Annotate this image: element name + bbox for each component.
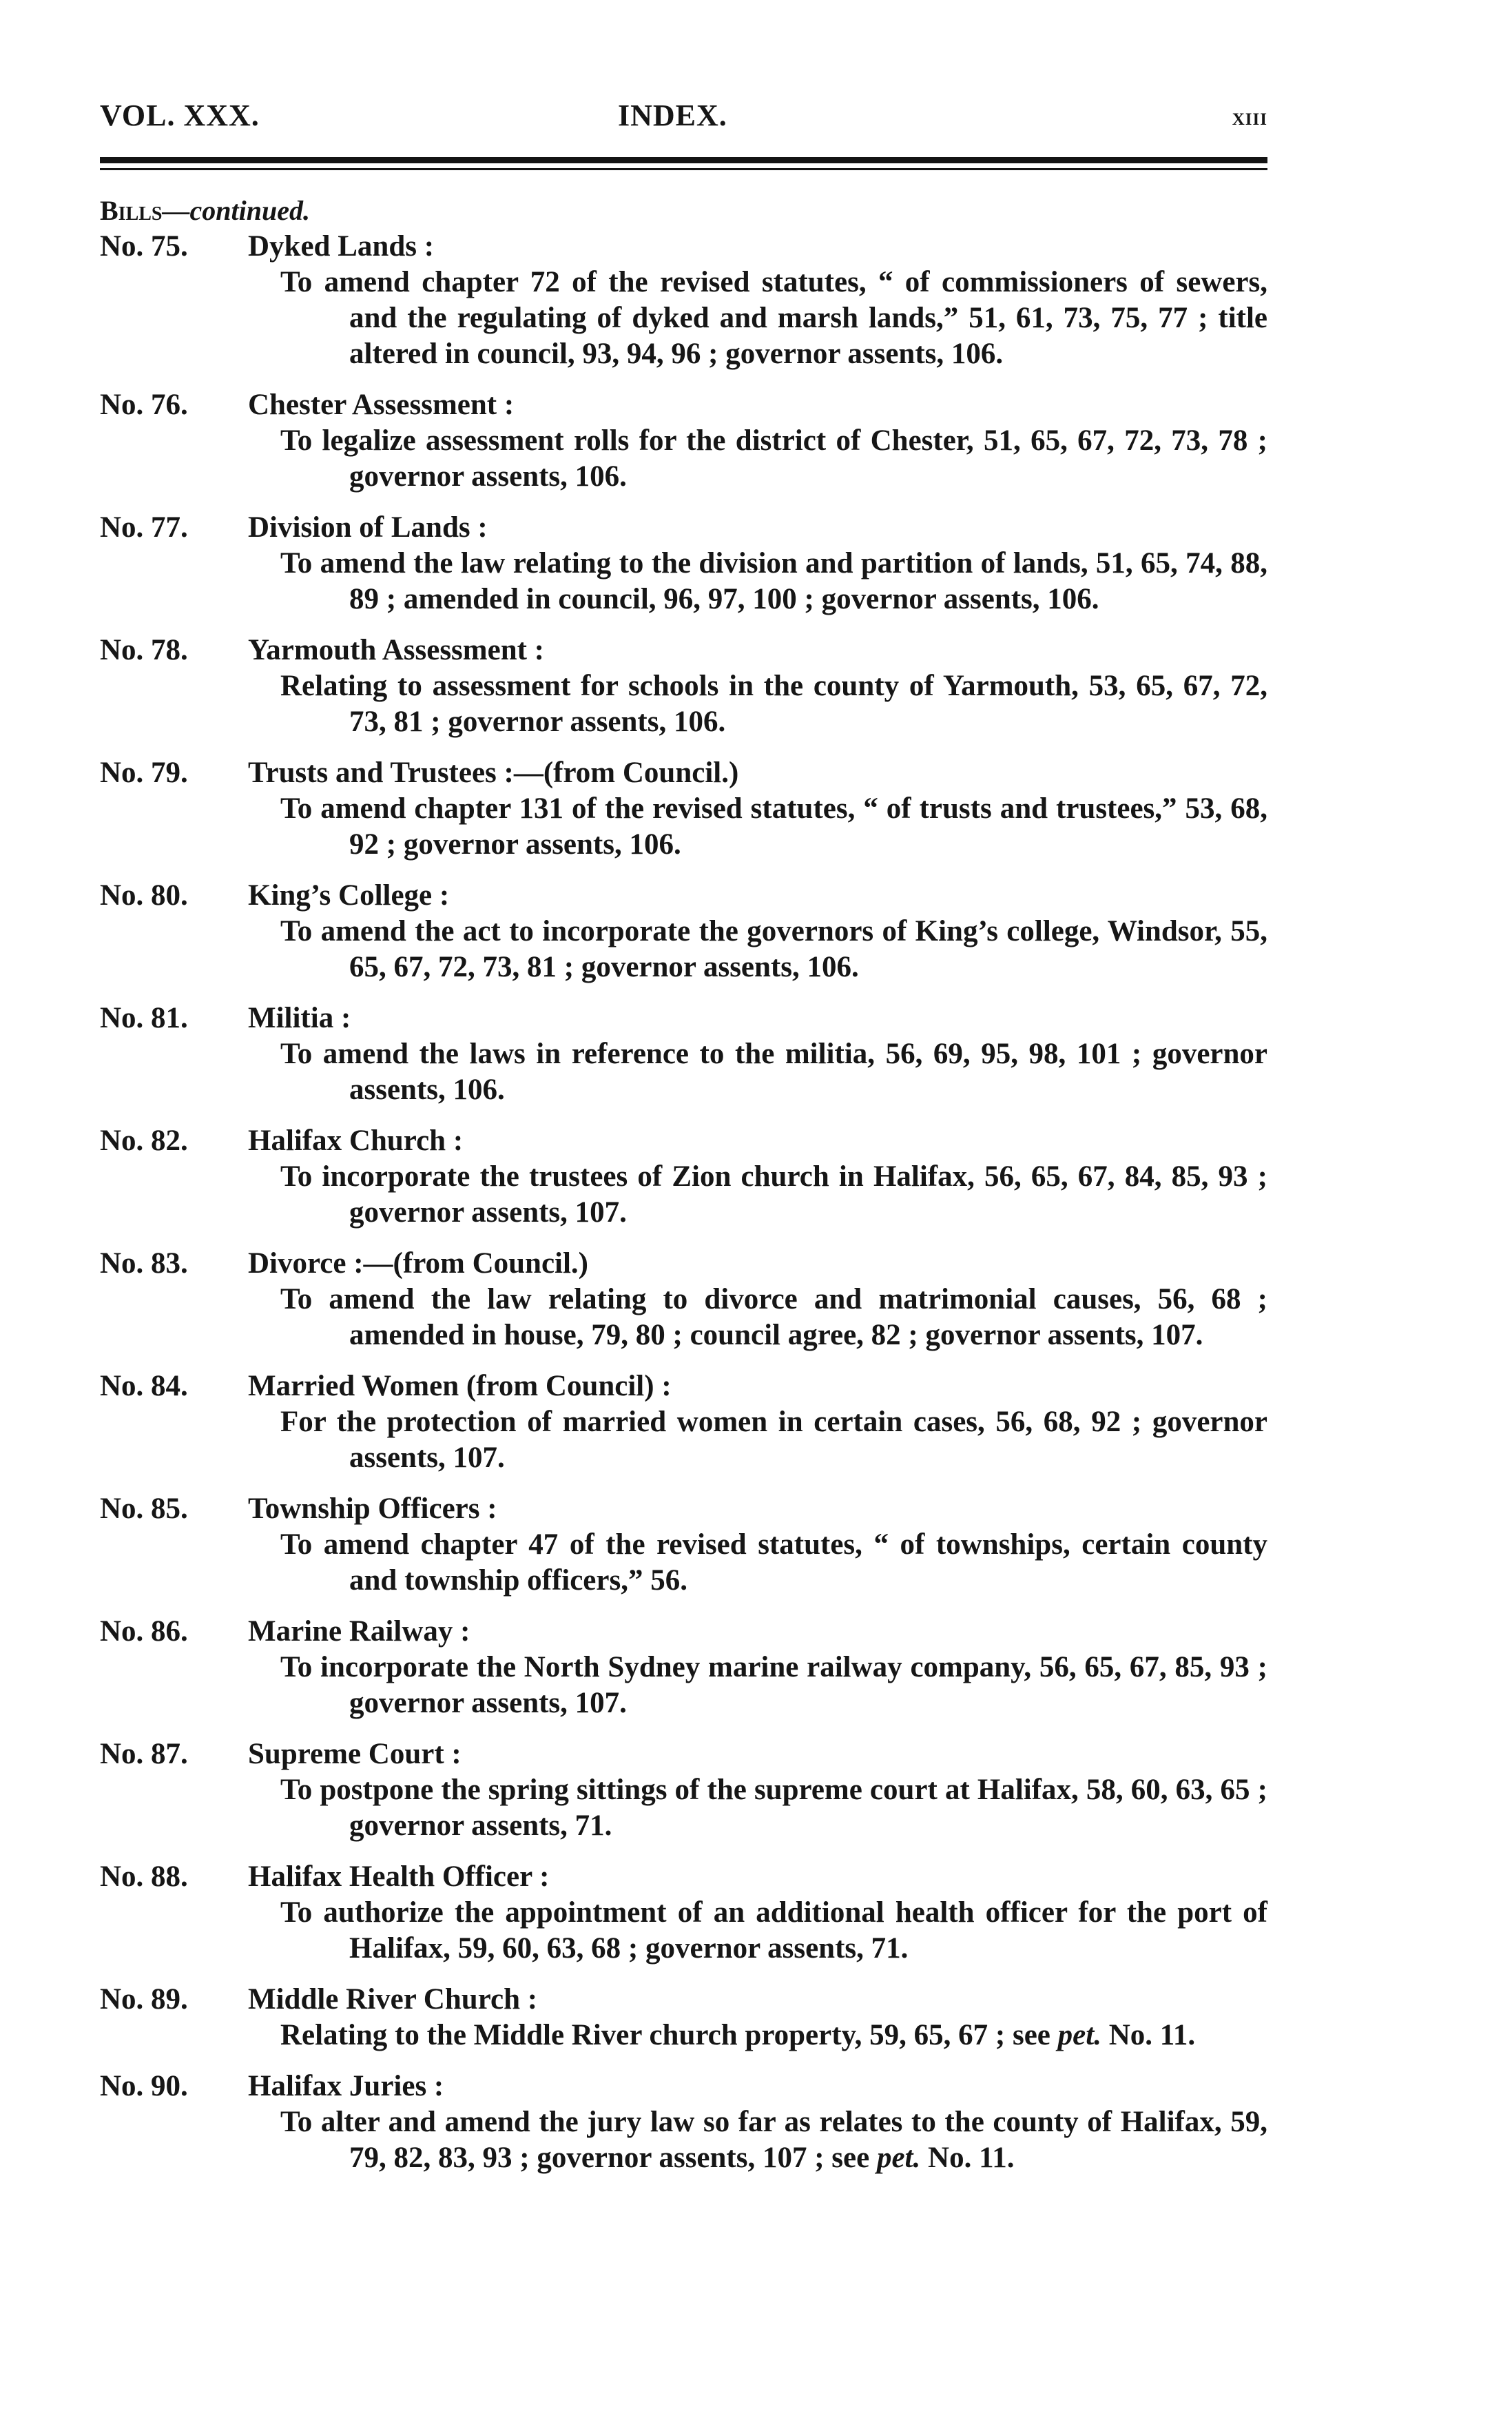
bill-entry	[100, 1982, 1267, 2053]
bill-description	[280, 791, 1267, 863]
bill-description-text: Relating to assessment for schools in the county of Yarmouth, 53, 65, 67, 72, 73, 81 ; governor assents, 106.	[280, 670, 1267, 738]
petition-reference-abbrev: pet.	[1057, 2019, 1101, 2051]
bill-description	[280, 1650, 1267, 1721]
bill-description	[280, 1527, 1267, 1599]
bill-description-text: To amend the law relating to the division and partition of lands, 51, 65, 74, 88, 89 ; amended in council, 96, 97, 100 ; governor assents, 106.	[280, 547, 1267, 615]
bill-description	[280, 1036, 1267, 1108]
bill-description-text: To amend the act to incorporate the governors of King’s college, Windsor, 55, 65, 67, 72, 73, 81 ; governor assents, 106.	[280, 915, 1267, 983]
bill-title: Halifax Juries :	[248, 2070, 444, 2102]
bill-number: No. 75.	[100, 230, 188, 263]
bill-title: Chester Assessment :	[248, 389, 515, 421]
bill-title: Dyked Lands :	[248, 230, 435, 263]
bill-description-text: Relating to the Middle River church property, 59, 65, 67 ; see	[280, 2019, 1050, 2051]
bill-description-text: To postpone the spring sittings of the supreme court at Halifax, 58, 60, 63, 65 ; governor assents, 71.	[280, 1774, 1267, 1842]
bill-title: Trusts and Trustees :—(from Council.)	[248, 757, 739, 789]
bill-description	[280, 1895, 1267, 1967]
bill-description-text: To incorporate the trustees of Zion church in Halifax, 56, 65, 67, 84, 85, 93 ; governor assents, 107.	[280, 1160, 1267, 1229]
bill-title: Militia :	[248, 1002, 351, 1034]
header-rule-thick	[100, 157, 1267, 163]
bill-entry	[100, 1491, 1267, 1599]
bill-description-text: To legalize assessment rolls for the district of Chester, 51, 65, 67, 72, 73, 78 ; governor assents, 106.	[280, 424, 1267, 493]
bill-description	[280, 1159, 1267, 1231]
bill-number: No. 89.	[100, 1983, 188, 2016]
bill-number: No. 90.	[100, 2070, 188, 2102]
bill-title: Middle River Church :	[248, 1983, 538, 2016]
bill-description-text: To incorporate the North Sydney marine railway company, 56, 65, 67, 85, 93 ; governor assents, 107.	[280, 1651, 1267, 1719]
bill-entry	[100, 387, 1267, 495]
bill-description-text: To amend chapter 72 of the revised statutes, “ of commissioners of sewers, and the regulating of dyked and marsh lands,” 51, 61, 73, 75, 77 ; title altered in council, 93, 94, 96 ; governor assents, 106.	[280, 266, 1267, 370]
bill-entry	[100, 2069, 1267, 2176]
bill-description	[280, 265, 1267, 372]
bill-number: No. 85.	[100, 1493, 188, 1525]
bill-entry	[100, 1614, 1267, 1721]
running-head	[100, 98, 1267, 139]
bill-number: No. 76.	[100, 389, 188, 421]
bill-number: No. 81.	[100, 1002, 188, 1034]
bill-entry	[100, 1859, 1267, 1967]
bill-number: No. 86.	[100, 1615, 188, 1648]
bill-entry	[100, 1368, 1267, 1476]
bill-number: No. 87.	[100, 1738, 188, 1770]
page-title: INDEX.	[618, 99, 727, 132]
bill-title: Yarmouth Assessment :	[248, 634, 544, 666]
volume-label: VOL. XXX.	[100, 99, 260, 132]
section-continued: continued.	[189, 195, 310, 226]
bill-entry	[100, 229, 1267, 372]
bill-number: No. 80.	[100, 879, 188, 912]
bill-title: Marine Railway :	[248, 1615, 470, 1648]
bill-entry	[100, 1001, 1267, 1108]
bill-number: No. 84.	[100, 1370, 188, 1402]
page-number: xiii	[1232, 103, 1267, 130]
petition-reference-abbrev: pet.	[876, 2142, 921, 2174]
bill-number: No. 83.	[100, 1247, 188, 1280]
section-dash: —	[162, 195, 190, 226]
petition-reference-number: No. 11.	[928, 2142, 1015, 2174]
bill-description-text: For the protection of married women in certain cases, 56, 68, 92 ; governor assents, 107.	[280, 1406, 1267, 1474]
bill-description	[280, 2104, 1267, 2176]
bill-description	[280, 1404, 1267, 1476]
bill-number: No. 82.	[100, 1125, 188, 1157]
bill-entry	[100, 1736, 1267, 1844]
bill-description-text: To amend chapter 131 of the revised statutes, “ of trusts and trustees,” 53, 68, 92 ; governor assents, 106.	[280, 792, 1267, 861]
bill-number: No. 88.	[100, 1860, 188, 1893]
bill-entry	[100, 510, 1267, 617]
bill-number: No. 79.	[100, 757, 188, 789]
bill-description-text: To amend the law relating to divorce and matrimonial causes, 56, 68 ; amended in house, 79, 80 ; council agree, 82 ; governor assents, 107.	[280, 1283, 1267, 1351]
bill-description-text: To alter and amend the jury law so far as relates to the county of Halifax, 59, 79, 82, 83, 93 ; governor assents, 107 ; see	[280, 2106, 1267, 2174]
bill-description	[280, 546, 1267, 617]
bill-description	[280, 668, 1267, 740]
section-heading	[100, 194, 310, 227]
bill-description	[280, 1282, 1267, 1353]
bill-title: Division of Lands :	[248, 511, 488, 544]
bill-title: King’s College :	[248, 879, 450, 912]
bill-description-text: To amend chapter 47 of the revised statutes, “ of townships, certain county and township officers,” 56.	[280, 1528, 1267, 1597]
bill-description	[280, 2018, 1267, 2053]
bill-entry	[100, 1246, 1267, 1353]
bill-title: Halifax Church :	[248, 1125, 464, 1157]
bill-description	[280, 423, 1267, 495]
section-name: Bills	[100, 195, 163, 226]
bill-entry-list	[100, 229, 1267, 2191]
bill-title: Supreme Court :	[248, 1738, 462, 1770]
bill-entry	[100, 878, 1267, 985]
bill-description-text: To amend the laws in reference to the militia, 56, 69, 95, 98, 101 ; governor assents, 106.	[280, 1038, 1267, 1106]
bill-number: No. 78.	[100, 634, 188, 666]
bill-entry	[100, 755, 1267, 863]
bill-title: Married Women (from Council) :	[248, 1370, 672, 1402]
bill-entry	[100, 633, 1267, 740]
bill-number: No. 77.	[100, 511, 188, 544]
bill-title: Halifax Health Officer :	[248, 1860, 550, 1893]
bill-title: Township Officers :	[248, 1493, 497, 1525]
bill-entry	[100, 1123, 1267, 1231]
bill-description	[280, 914, 1267, 985]
bill-title: Divorce :—(from Council.)	[248, 1247, 588, 1280]
bill-description	[280, 1772, 1267, 1844]
petition-reference-number: No. 11.	[1108, 2019, 1196, 2051]
bill-description-text: To authorize the appointment of an additional health officer for the port of Halifax, 59, 60, 63, 68 ; governor assents, 71.	[280, 1896, 1267, 1965]
header-rule-thin	[100, 168, 1267, 170]
